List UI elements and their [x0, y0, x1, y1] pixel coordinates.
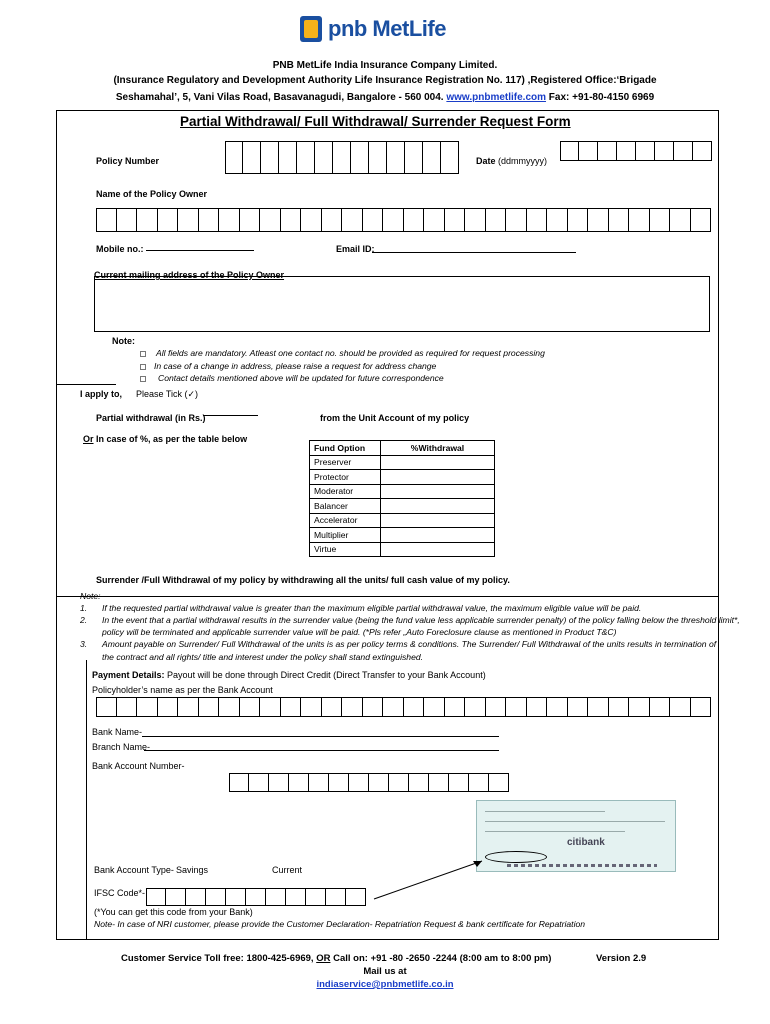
email-link-wrap — [0, 979, 770, 990]
note2-num: 1. — [80, 603, 88, 613]
table-row — [310, 470, 495, 485]
payment-section-border — [86, 660, 87, 940]
bank-name-label: Bank Name- — [92, 727, 143, 737]
owner-name-input[interactable] — [96, 208, 711, 232]
note2-text: Amount payable on Surrender/ Full Withdrawal of the units is as per policy terms & conditions. The Surrender/ Full Withdrawal of the units results in termination of — [102, 639, 717, 649]
note2-item — [80, 603, 641, 613]
call-on-text: Call on: +91 -80 -2650 -2244 (8:00 am to 8:00 pm) — [333, 953, 552, 964]
unit-account-text: from the Unit Account of my policy — [320, 413, 470, 423]
payment-details-text: Payout will be done through Direct Credit (Direct Transfer to your Bank Account) — [167, 670, 486, 680]
fund-name: Balancer — [310, 499, 381, 514]
branch-name-input[interactable] — [144, 750, 499, 751]
version-text: Version 2.9 — [596, 953, 647, 964]
company-logo — [300, 12, 470, 46]
fund-name: Preserver — [310, 455, 381, 470]
note2-item — [80, 652, 423, 662]
email-input[interactable] — [372, 252, 576, 253]
note-label: Note: — [112, 336, 135, 346]
registered-address — [0, 92, 770, 103]
note-text: Contact details mentioned above will be updated for future correspondence — [158, 373, 444, 383]
note-item — [140, 373, 444, 383]
sample-cheque-image — [476, 800, 676, 872]
mobile-input[interactable] — [146, 250, 254, 251]
micr-line — [507, 864, 657, 867]
nri-note: Note- In case of NRI customer, please provide the Customer Declaration- Repatriation Request & bank certificate for Repatriation — [94, 919, 586, 929]
date-format: (ddmmyyyy) — [498, 156, 548, 166]
website-link[interactable]: www.pnbmetlife.com — [446, 92, 547, 103]
percent-text: In case of %, as per the table below — [96, 434, 248, 444]
note2-text: In the event that a partial withdrawal results in the surrender value (being the fund value less applicable surrender penalty) of the policy falling below the threshold limit*, — [102, 615, 740, 625]
table-row — [310, 499, 495, 514]
date-label: Date — [476, 156, 496, 166]
policy-number-label: Policy Number — [96, 156, 160, 166]
account-number-label: Bank Account Number- — [92, 761, 185, 771]
bank-name-input[interactable] — [142, 736, 499, 737]
ifsc-label: IFSC Code*- — [94, 888, 146, 898]
frame-divider — [56, 384, 116, 385]
partial-withdrawal-amount-input[interactable] — [203, 415, 258, 416]
payment-details — [92, 670, 486, 680]
frame-divider — [56, 596, 719, 597]
note-text: In case of a change in address, please raise a request for address change — [154, 361, 437, 371]
holder-name-input[interactable] — [96, 697, 711, 717]
branch-name-label: Branch Name- — [92, 742, 151, 752]
date-input[interactable] — [560, 141, 712, 161]
logo-text: pnb MetLife — [328, 16, 446, 41]
account-type-savings[interactable]: Savings — [176, 865, 209, 875]
note2-item — [80, 615, 740, 625]
fund-name: Moderator — [310, 484, 381, 499]
fund-name: Multiplier — [310, 528, 381, 543]
service-email-link[interactable]: indiaservice@pnbmetlife.co.in — [316, 979, 454, 990]
checkbox-icon — [140, 364, 146, 370]
pnb-metlife-logo-icon — [300, 16, 322, 42]
ifsc-highlight-ellipse — [485, 851, 547, 863]
note-item — [140, 348, 545, 358]
arrow-icon — [370, 855, 490, 905]
cheque-bank-name: citibank — [567, 837, 605, 848]
checkbox-icon — [140, 376, 146, 382]
account-type-label: Bank Account Type- — [94, 865, 174, 875]
date-label-group — [476, 156, 547, 166]
ifsc-input[interactable] — [146, 888, 366, 906]
withdrawal-input[interactable] — [381, 484, 495, 499]
table-row — [310, 542, 495, 557]
note2-text: policy will be terminated and applicable surrender value will be paid. (*Pls refer „Auto Foreclosure clause as mentioned in Product T&C) — [102, 627, 617, 637]
note-item — [140, 361, 436, 371]
account-number-input[interactable] — [229, 773, 509, 792]
table-row — [310, 528, 495, 543]
table-row — [310, 484, 495, 499]
note2-num: 3. — [80, 639, 88, 649]
withdrawal-input[interactable] — [381, 499, 495, 514]
or-text: OR — [316, 953, 331, 964]
note-text: All fields are mandatory. Atleast one contact no. should be provided as required for request processing — [156, 348, 545, 358]
note2-text: If the requested partial withdrawal value is greater than the maximum eligible partial withdrawal value, the maximum eligible value will be paid. — [102, 603, 642, 613]
payment-details-label: Payment Details: — [92, 670, 165, 680]
table-header-row — [310, 441, 495, 456]
fax-text: Fax: +91-80-4150 6969 — [548, 92, 655, 103]
address-input[interactable] — [94, 276, 710, 332]
customer-service-line — [121, 953, 551, 964]
note2-item — [80, 627, 616, 637]
form-title: Partial Withdrawal/ Full Withdrawal/ Surrender Request Form — [180, 114, 571, 129]
account-type-current[interactable]: Current — [272, 865, 303, 875]
percent-line — [83, 434, 247, 444]
table-row — [310, 455, 495, 470]
checkbox-icon — [140, 351, 146, 357]
holder-name-label: Policyholder’s name as per the Bank Account — [92, 685, 273, 695]
withdrawal-input[interactable] — [381, 470, 495, 485]
withdrawal-input[interactable] — [381, 528, 495, 543]
email-label: Email ID: — [336, 244, 375, 254]
fund-name: Protector — [310, 470, 381, 485]
withdrawal-header: %Withdrawal — [381, 441, 495, 456]
withdrawal-input[interactable] — [381, 542, 495, 557]
apply-hint: Please Tick (✓) — [136, 389, 199, 399]
address-text: Seshamahal’, 5, Vani Vilas Road, Basavanagudi, Bangalore - 560 004. — [115, 92, 444, 103]
irda-registration: (Insurance Regulatory and Development Authority Life Insurance Registration No. 117) ,Registered Office:‘Brigade — [113, 75, 657, 86]
address-label: Current mailing address of the Policy Owner — [94, 270, 285, 280]
note2-item — [80, 639, 716, 649]
partial-withdrawal-label: Partial withdrawal (in Rs.) — [96, 413, 206, 423]
note2-label: Note: — [80, 591, 101, 601]
fund-table — [309, 440, 495, 557]
fund-option-header: Fund Option — [310, 441, 381, 456]
note2-num: 2. — [80, 615, 88, 625]
cheque-line — [485, 831, 625, 832]
apply-label: I apply to, — [80, 389, 123, 399]
table-row — [310, 513, 495, 528]
cheque-line — [485, 811, 605, 812]
policy-number-input[interactable] — [225, 141, 459, 174]
owner-name-label: Name of the Policy Owner — [96, 189, 208, 199]
mail-us-text: Mail us at — [363, 966, 407, 977]
ifsc-hint: (*You can get this code from your Bank) — [94, 907, 253, 917]
note2-text: the contract and all rights/ title and interest under the policy shall stand extinguished. — [102, 652, 424, 662]
toll-free-text: Customer Service Toll free: 1800-425-6969, — [121, 953, 314, 964]
fund-name: Accelerator — [310, 513, 381, 528]
company-name: PNB MetLife India Insurance Company Limited. — [272, 60, 498, 71]
or-text: Or — [83, 434, 94, 444]
mobile-label: Mobile no.: — [96, 244, 144, 254]
surrender-text: Surrender /Full Withdrawal of my policy by withdrawing all the units/ full cash value of my policy. — [96, 575, 510, 585]
withdrawal-input[interactable] — [381, 513, 495, 528]
fund-name: Virtue — [310, 542, 381, 557]
withdrawal-input[interactable] — [381, 455, 495, 470]
cheque-line — [485, 821, 665, 822]
